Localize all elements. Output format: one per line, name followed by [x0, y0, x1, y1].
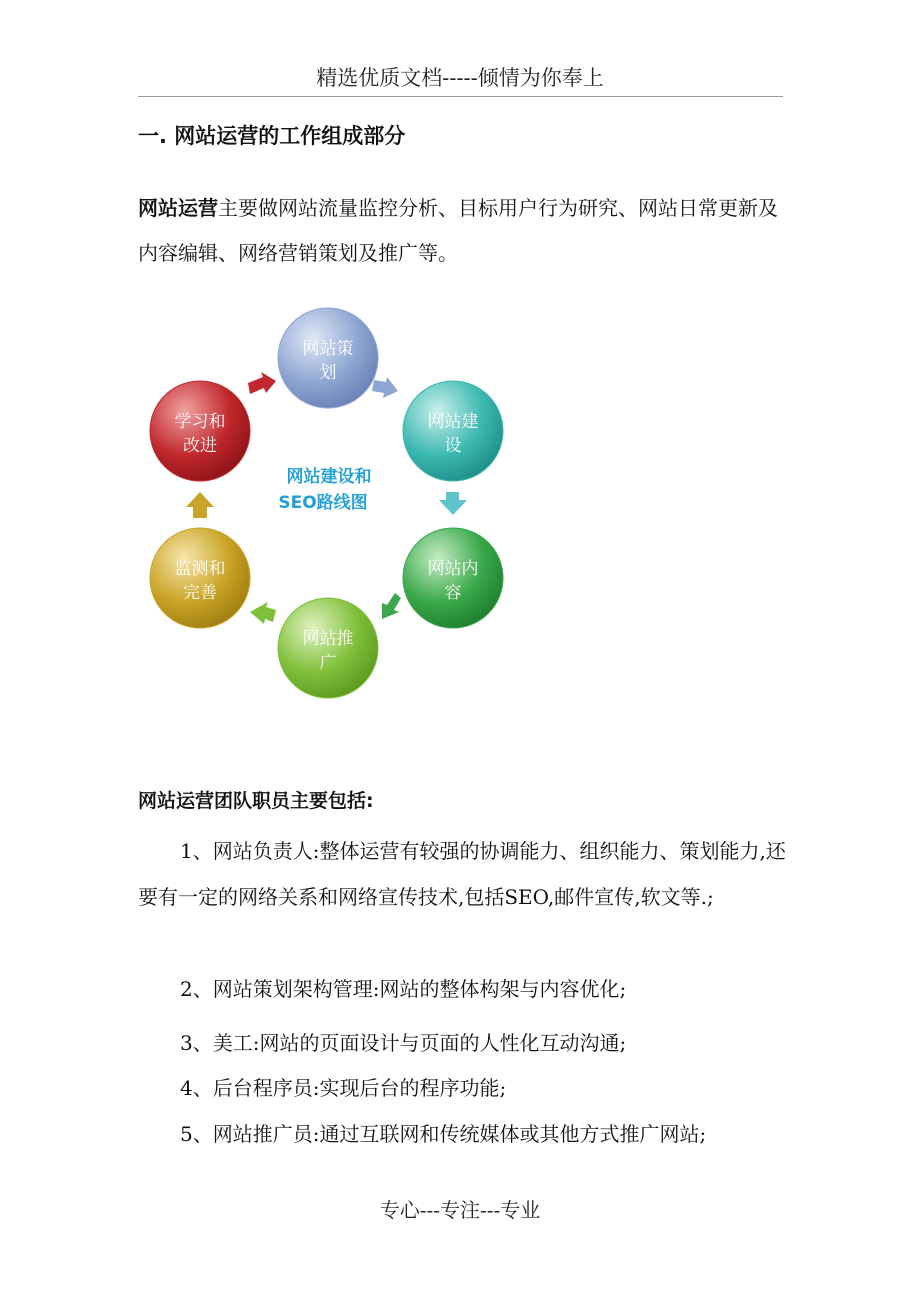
- team-item-5: 5、网站推广员:通过互联网和传统媒体或其他方式推广网站;: [180, 1122, 707, 1146]
- diagram-node-1: [278, 308, 378, 408]
- team-item-3: 3、美工:网站的页面设计与页面的人性化互动沟通;: [180, 1031, 627, 1055]
- diagram-node-label-line2: 容: [444, 583, 462, 603]
- diagram-node-label-line1: 网站建: [427, 412, 479, 432]
- diagram-node-label-line2: 设: [444, 436, 462, 456]
- diagram-node-label-line1: 监测和: [174, 559, 226, 579]
- diagram-node-label-line2: 完善: [183, 583, 217, 603]
- diagram-node-5: [150, 528, 250, 628]
- team-heading: 网站运营团队职员主要包括:: [138, 790, 374, 812]
- arrow-3-icon: [439, 492, 467, 515]
- diagram-node-label-line1: 网站推: [302, 629, 354, 649]
- team-item-2: 2、网站策划架构管理:网站的整体构架与内容优化;: [180, 977, 627, 1001]
- diagram-node-6: [150, 381, 250, 481]
- diagram-node-label-line1: 学习和: [174, 412, 226, 432]
- intro-text: 主要做网站流量监控分析、目标用户行为研究、网站日常更新及内容编辑、网络营销策划及推广等。: [138, 196, 778, 265]
- center-label-line1: 网站建设和: [286, 467, 372, 487]
- diagram-node-label-line2: 广: [319, 653, 337, 673]
- diagram-node-label-line1: 网站内: [427, 559, 479, 579]
- center-label-line2: SEO路线图: [278, 493, 368, 513]
- arrow-4-icon: [382, 593, 401, 619]
- intro-bold-term: 网站运营: [138, 196, 218, 220]
- arrow-6-icon: [186, 492, 214, 518]
- footer-text: 专心---专注---专业: [379, 1198, 541, 1222]
- arrow-5-icon: [250, 602, 276, 624]
- diagram-node-label-line2: 改进: [183, 436, 217, 456]
- diagram-node-2: [403, 381, 503, 481]
- arrow-1-icon: [248, 372, 276, 394]
- team-item-4: 4、后台程序员:实现后台的程序功能;: [180, 1076, 507, 1100]
- team-item-1: 1、网站负责人:整体运营有较强的协调能力、组织能力、策划能力,还要有一定的网络关系和网络宣传技术,包括SEO,邮件宣传,软文等.;: [138, 839, 786, 909]
- diagram-node-3: [403, 528, 503, 628]
- section-heading: 一. 网站运营的工作组成部分: [138, 124, 406, 148]
- header-title: 精选优质文档-----倾情为你奉上: [316, 66, 604, 90]
- diagram-node-label-line1: 网站策: [302, 339, 354, 359]
- arrow-2-icon: [372, 377, 398, 398]
- diagram-node-4: [278, 598, 378, 698]
- diagram-node-label-line2: 划: [319, 363, 337, 383]
